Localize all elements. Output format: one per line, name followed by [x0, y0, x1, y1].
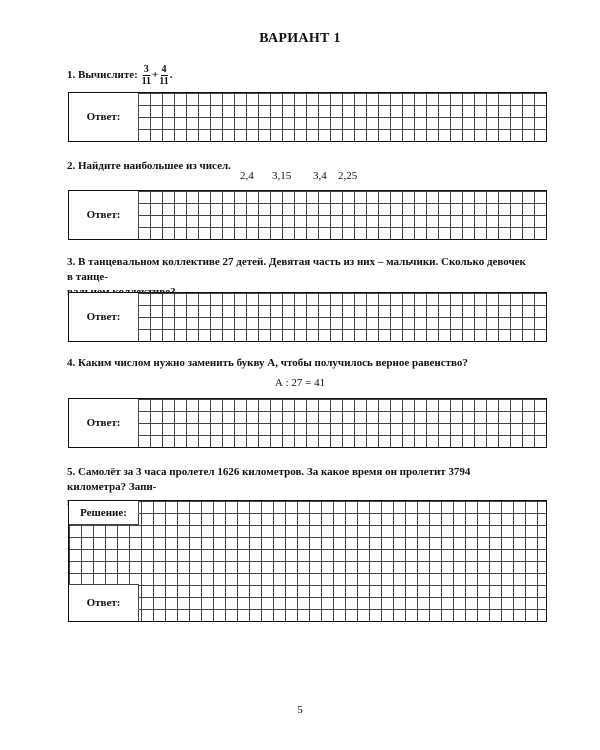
task-3-line-1: 3. В танцевальном коллективе 27 детей. Девятая часть из них – мальчики. Сколько девочек в танце-	[67, 256, 526, 283]
fraction-1-numerator: 3	[143, 64, 149, 75]
fraction-2	[159, 64, 168, 87]
task-5-solution-grid[interactable]	[68, 500, 547, 622]
task-4-answer-label: Ответ:	[69, 399, 139, 447]
task-3-answer-label: Ответ:	[69, 293, 139, 341]
plus-sign: +	[152, 69, 159, 82]
page-number: 5	[297, 704, 303, 716]
number-option: 2,4	[240, 170, 254, 182]
task-3-answer-grid[interactable]	[68, 292, 547, 342]
task-1-prompt	[67, 64, 527, 87]
task-2-answer-grid[interactable]	[68, 190, 547, 240]
task-2-number-list	[0, 170, 600, 186]
number-option: 3,4	[313, 170, 327, 182]
fraction-1-denominator: 11	[141, 76, 152, 87]
task-5-answer-label: Ответ:	[69, 584, 139, 621]
page-title: ВАРИАНТ 1	[259, 31, 341, 46]
task-2-answer-label: Ответ:	[69, 191, 139, 239]
number-option: 3,15	[272, 170, 292, 182]
task-1-answer-grid[interactable]	[68, 92, 547, 142]
task-1-prefix: 1. Вычислите:	[67, 69, 138, 82]
fraction-1	[142, 64, 151, 87]
task-1-answer-label: Ответ:	[69, 93, 139, 141]
fraction-2-numerator: 4	[161, 64, 167, 75]
task-4-prompt: 4. Каким числом нужно заменить букву А, чтобы получилось верное равенство?	[67, 357, 468, 369]
number-option: 2,25	[338, 170, 358, 182]
task-4-answer-grid[interactable]	[68, 398, 547, 448]
task-2-prompt: 2. Найдите наибольшее из чисел.	[67, 160, 231, 172]
task-5-line-1: 5. Самолёт за 3 часа пролетел 1626 километров. За какое время он пролетит 3794 километра? Запи-	[67, 466, 471, 493]
task-4-equation: А : 27 = 41	[274, 377, 326, 389]
fraction-2-denominator: 11	[159, 76, 169, 87]
solution-label: Решение:	[69, 501, 139, 525]
period: .	[169, 69, 173, 82]
